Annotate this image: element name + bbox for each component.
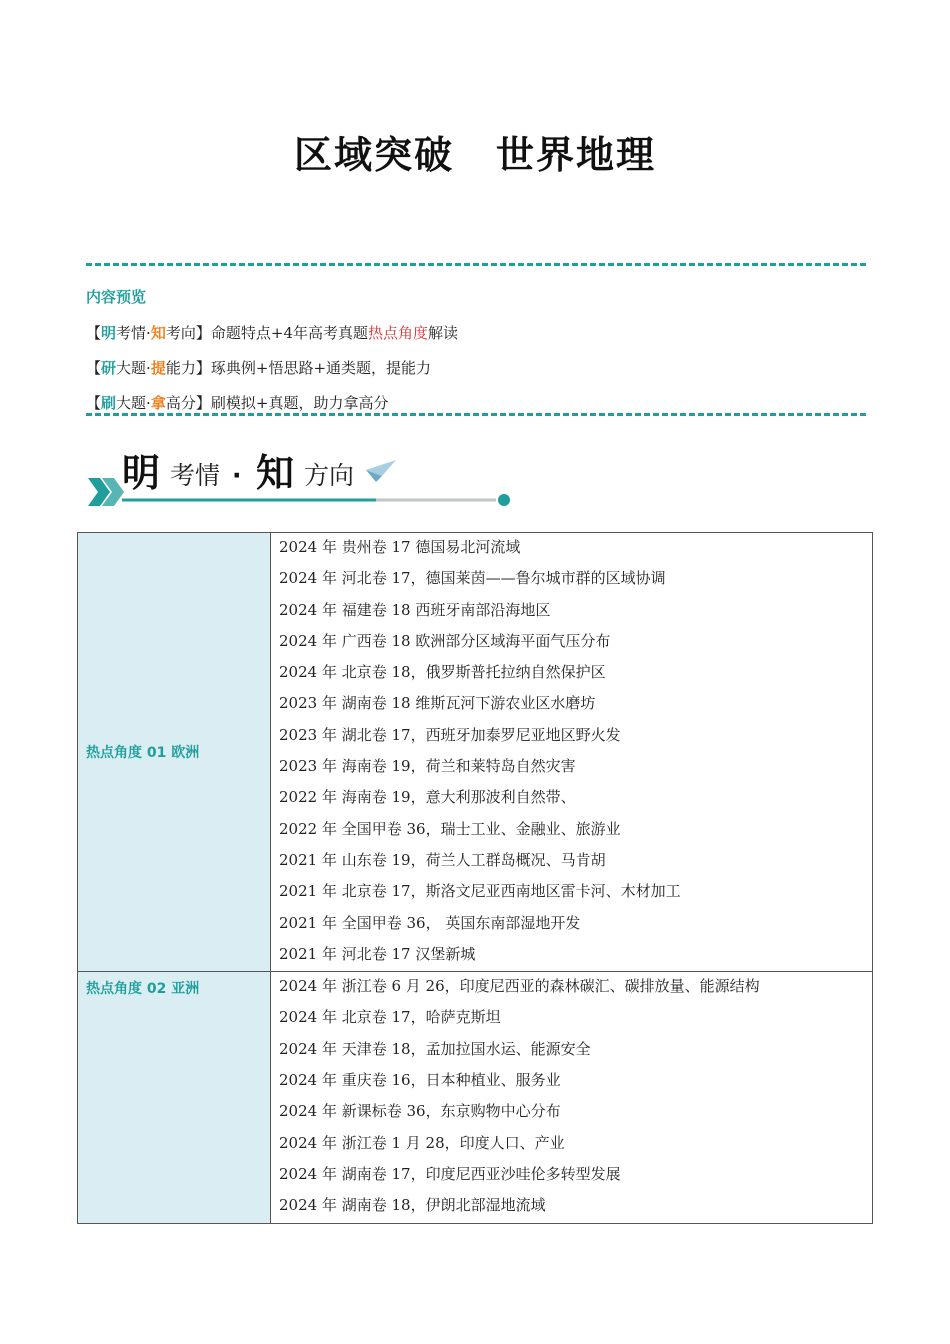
banner-text-1: 考情 (170, 461, 221, 490)
topics-table (77, 532, 873, 1224)
preview-line-b: 考情 (116, 324, 147, 342)
preview-heading: 内容预览 (86, 288, 147, 306)
preview-line-text2: 解读 (428, 324, 459, 342)
preview-line-open: 【 (86, 359, 102, 377)
divider-top (86, 263, 866, 266)
list-item: 2024 年 福建卷 18 西班牙南部沿海地区 (279, 600, 551, 619)
banner-dot (498, 494, 510, 506)
list-item: 2022 年 全国甲卷 36，瑞士工业、金融业、旅游业 (279, 819, 621, 838)
banner-text-2: 方向 (304, 461, 355, 490)
section-banner (86, 448, 526, 518)
preview-line-close: 】 (195, 359, 211, 377)
preview-line-a: 明 (101, 324, 117, 342)
list-item: 2024 年 浙江卷 6 月 26，印度尼西亚的森林碳汇、碳排放量、能源结构 (279, 977, 760, 996)
list-item: 2021 年 北京卷 17，斯洛文尼亚西南地区雷卡河、木材加工 (279, 882, 681, 901)
banner-dot-text: · (232, 461, 242, 490)
preview-line-a: 刷 (101, 394, 117, 412)
list-item: 2024 年 河北卷 17，德国莱茵——鲁尔城市群的区域协调 (279, 569, 666, 588)
preview-line-text1: 刷模拟+真题，助力拿高分 (210, 394, 389, 412)
list-item: 2024 年 湖南卷 18，伊朗北部湿地流域 (279, 1196, 546, 1215)
items-cell (271, 972, 873, 1223)
list-item: 2021 年 全国甲卷 36， 英国东南部湿地开发 (279, 913, 581, 932)
list-item: 2023 年 海南卷 19，荷兰和莱特岛自然灾害 (279, 757, 576, 776)
content-preview (86, 280, 866, 421)
list-item: 2024 年 天津卷 18，孟加拉国水运、能源安全 (279, 1039, 591, 1058)
list-item: 2024 年 北京卷 18，俄罗斯普托拉纳自然保护区 (279, 663, 606, 682)
table-row (78, 972, 873, 1223)
preview-line-dot: · (146, 359, 151, 377)
list-item: 2023 年 湖南卷 18 维斯瓦河下游农业区水磨坊 (279, 694, 596, 713)
list-item: 2021 年 山东卷 19，荷兰人工群岛概况、马肯胡 (279, 850, 606, 869)
preview-line-dot: · (146, 324, 151, 342)
list-item: 2024 年 重庆卷 16，日本种植业、服务业 (279, 1071, 561, 1090)
preview-line-text1: 命题特点+4年高考真题 (210, 324, 368, 342)
paper-plane-icon (366, 460, 396, 482)
preview-line-a: 研 (101, 359, 117, 377)
preview-line-c: 提 (150, 359, 166, 377)
list-item: 2024 年 新课标卷 36，东京购物中心分布 (279, 1102, 561, 1121)
preview-line-open: 【 (86, 394, 102, 412)
preview-line-b: 大题 (116, 359, 147, 377)
preview-line-hl: 热点角度 (368, 324, 429, 342)
title-left: 区域突破 (293, 133, 454, 177)
banner-char-2: 知 (256, 451, 295, 495)
list-item: 2023 年 湖北卷 17，西班牙加泰罗尼亚地区野火发 (279, 725, 621, 744)
page-title (0, 124, 950, 179)
preview-line-1 (86, 316, 866, 351)
preview-line-close: 】 (195, 394, 211, 412)
title-right: 世界地理 (496, 133, 657, 177)
list-item: 2021 年 河北卷 17 汉堡新城 (279, 944, 476, 963)
preview-line-c: 拿 (150, 394, 166, 412)
preview-line-d: 考向 (165, 324, 196, 342)
list-item: 2022 年 海南卷 19，意大利那波利自然带、 (279, 788, 576, 807)
preview-line-open: 【 (86, 324, 102, 342)
list-item: 2024 年 北京卷 17，哈萨克斯坦 (279, 1008, 501, 1027)
list-item: 2024 年 广西卷 18 欧洲部分区域海平面气压分布 (279, 631, 611, 650)
list-item: 2024 年 湖南卷 17，印度尼西亚沙哇伦多转型发展 (279, 1164, 621, 1183)
preview-line-d: 能力 (165, 359, 196, 377)
list-item: 2024 年 贵州卷 17 德国易北河流域 (279, 538, 521, 556)
preview-line-dot: · (146, 394, 151, 412)
items-cell (271, 533, 873, 972)
preview-line-d: 高分 (165, 394, 196, 412)
list-item: 2024 年 浙江卷 1 月 28，印度人口、产业 (279, 1133, 565, 1152)
table-row (78, 533, 873, 972)
preview-line-close: 】 (195, 324, 211, 342)
category-cell: 热点角度 01 欧洲 (78, 533, 271, 972)
divider-bottom (86, 413, 866, 416)
preview-line-b: 大题 (116, 394, 147, 412)
preview-line-c: 知 (150, 324, 166, 342)
preview-line-text1: 琢典例+悟思路+通类题，提能力 (210, 359, 432, 377)
preview-line-2 (86, 351, 866, 386)
category-cell: 热点角度 02 亚洲 (78, 972, 271, 1223)
banner-char-1: 明 (122, 451, 161, 495)
